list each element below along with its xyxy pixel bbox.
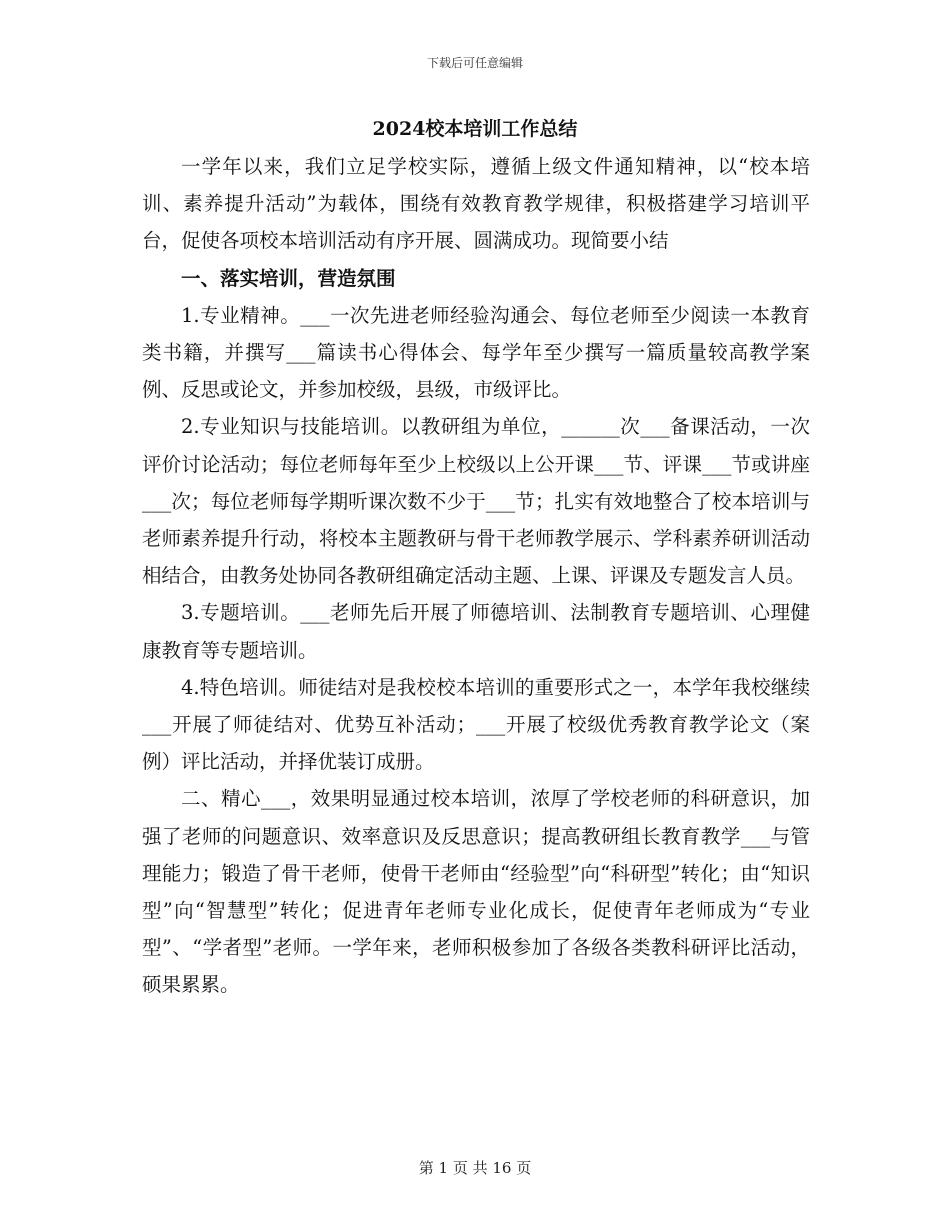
body-paragraph: 二、精心___，效果明显通过校本培训，浓厚了学校老师的科研意识，加强了老师的问题意识、效率意识及反思意识；提高教研组长教育教学___与管理能力；锻造了骨干老师，使骨干老师由“经验型”向“科研型”转化；由“知识型”向“智慧型”转化；促进青年老师专业化成长，促使青年老师成为“专业型”、“学者型”老师。一学年来，老师积极参加了各级各类教科研评比活动，硕果累累。 — [142, 787, 810, 997]
page-number: 第 1 页 共 16 页 — [418, 1159, 532, 1177]
document-title: 2024校本培训工作总结 — [372, 118, 578, 140]
body-paragraph: 4.特色培训。师徒结对是我校校本培训的重要形式之一，本学年我校继续___开展了师徒结对、优势互补活动；___开展了校级优秀教育教学论文（案例）评比活动，并择优装订成册。 — [142, 675, 810, 774]
intro-paragraph: 一学年以来，我们立足学校实际，遵循上级文件通知精神，以“校本培训、素养提升活动”为载体，围绕有效教育教学规律，积极搭建学习培训平台，促使各项校本培训活动有序开展、圆满成功。现简要小结 — [142, 155, 810, 253]
body-paragraph: 3.专题培训。___老师先后开展了师德培训、法制教育专题培训、心理健康教育等专题培训。 — [142, 601, 810, 662]
document-body — [142, 148, 810, 1004]
body-paragraph: 2.专业知识与技能培训。以教研组为单位，______次___备课活动，一次评价讨论活动；每位老师每年至少上校级以上公开课___节、评课___节或讲座___次；每位老师每学期听课次数不少于___节；扎实有效地整合了校本培训与老师素养提升行动，将校本主题教研与骨干老师教学展示、学科素养研训活动相结合，由教务处协同各教研组确定活动主题、上课、评课及专题发言人员。 — [142, 415, 810, 588]
body-paragraph: 1.专业精神。___一次先进老师经验沟通会、每位老师至少阅读一本教育类书籍，并撰写___篇读书心得体会、每学年至少撰写一篇质量较高教学案例、反思或论文，并参加校级，县级，市级评比。 — [142, 303, 810, 402]
header-note: 下载后可任意编辑 — [426, 56, 523, 70]
section-heading: 一、落实培训，营造氛围 — [181, 266, 396, 290]
